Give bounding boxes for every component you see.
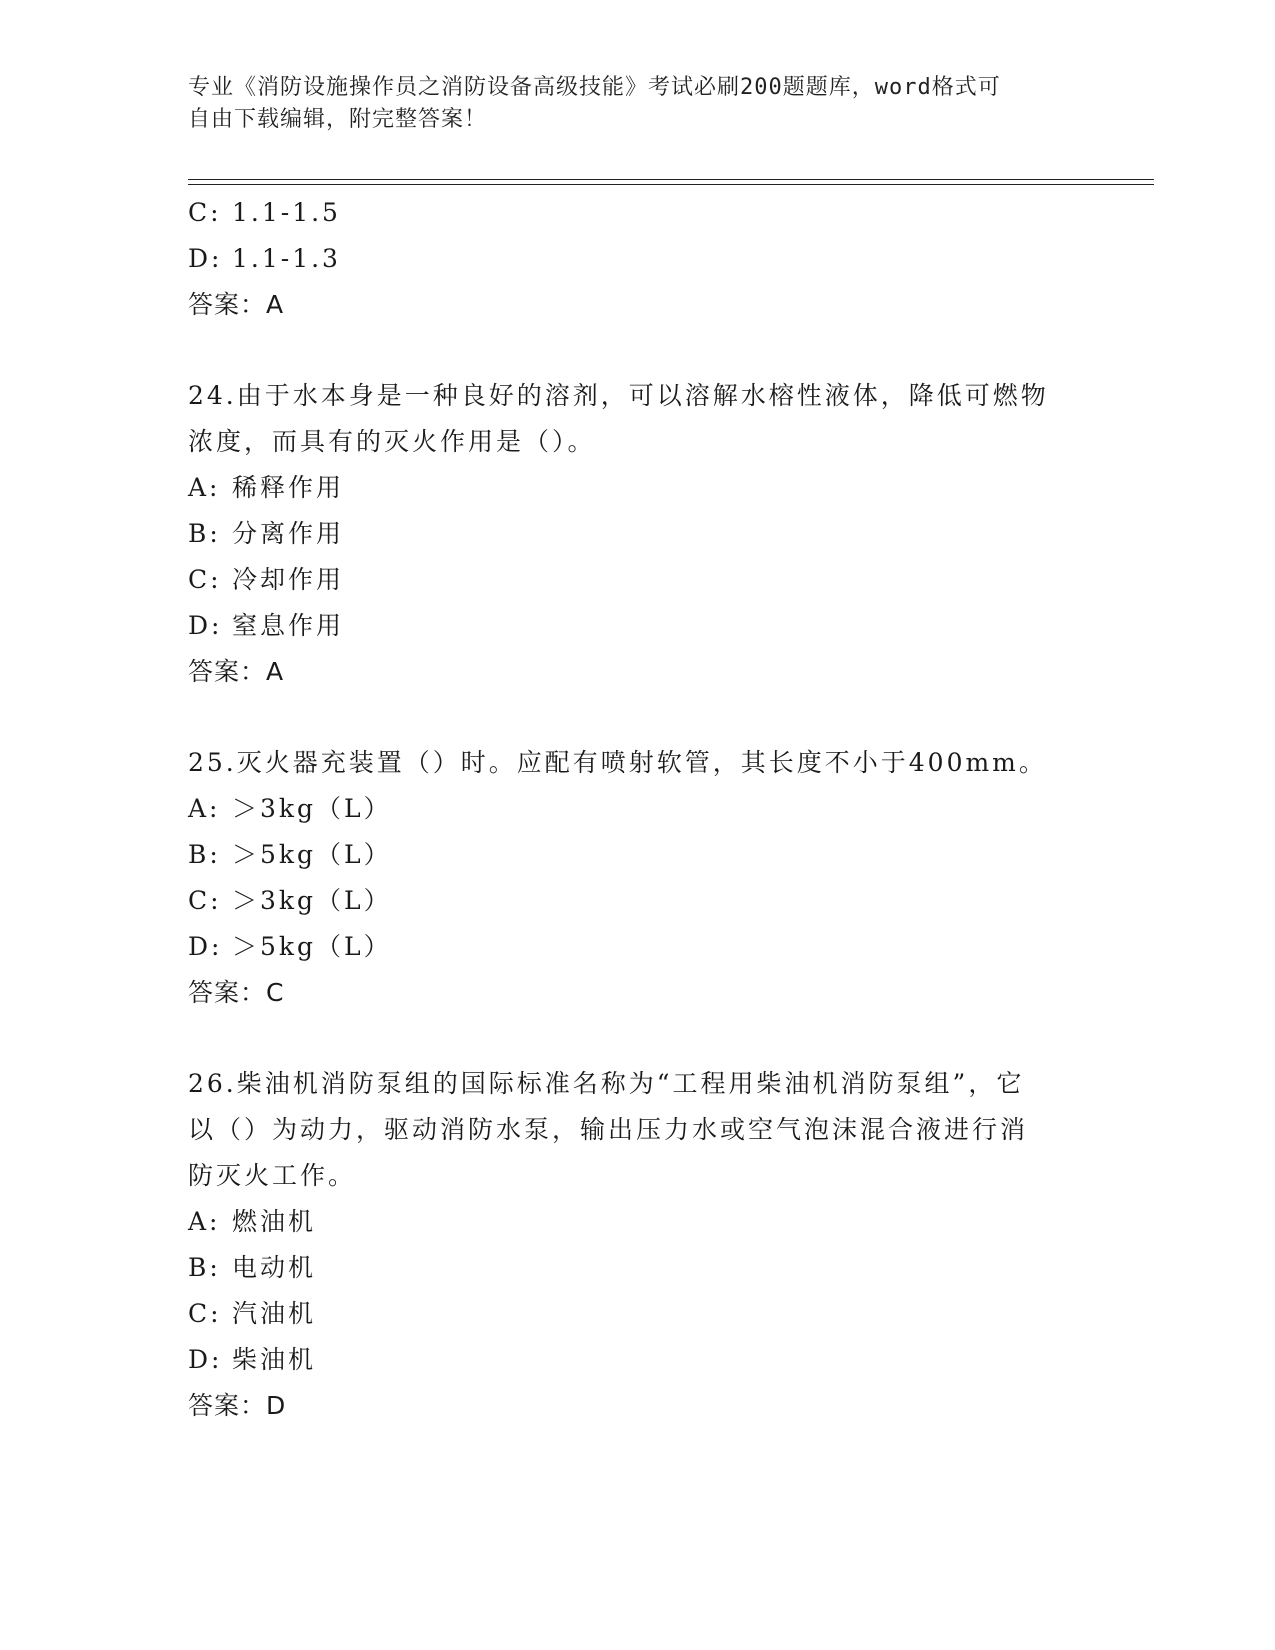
question-stem-line: 24.由于水本身是一种良好的溶剂，可以溶解水榕性液体，降低可燃物 — [188, 381, 1049, 410]
option-text: ＞3kg（L） — [232, 794, 392, 823]
question-26 — [188, 1061, 1088, 1429]
option-text: 分离作用 — [232, 519, 345, 548]
question-stem-line: 防灭火工作。 — [188, 1161, 357, 1190]
option-row — [188, 1291, 1088, 1337]
option-label: A: — [188, 1207, 221, 1236]
continued-question — [188, 190, 1088, 328]
option-row — [188, 557, 1088, 603]
question-stem-line: 以（）为动力，驱动消防水泵，输出压力水或空气泡沫混合液进行消 — [188, 1115, 1029, 1144]
option-label: B: — [188, 519, 221, 548]
option-label: D: — [188, 932, 223, 961]
option-text: 冷却作用 — [232, 565, 345, 594]
option-row — [188, 511, 1088, 557]
option-text: 稀释作用 — [232, 473, 345, 502]
option-row — [188, 465, 1088, 511]
question-25 — [188, 740, 1088, 1016]
header-line-2: 自由下载编辑，附完整答案！ — [188, 107, 488, 132]
spacer — [188, 695, 1088, 740]
option-text: 燃油机 — [232, 1207, 317, 1236]
option-row — [188, 1245, 1088, 1291]
option-text: 窒息作用 — [232, 611, 345, 640]
question-stem-line: 26.柴油机消防泵组的国际标准名称为“工程用柴油机消防泵组”，它 — [188, 1069, 1025, 1098]
document-body — [188, 190, 1088, 1429]
option-label: D: — [188, 1345, 223, 1374]
question-24 — [188, 373, 1088, 695]
option-label: D: — [188, 244, 223, 273]
answer-line: 答案：A — [188, 657, 285, 686]
option-text: 柴油机 — [232, 1345, 317, 1374]
option-label: C: — [188, 198, 222, 227]
header-line-1: 专业《消防设施操作员之消防设备高级技能》考试必刷200题题库，word格式可 — [188, 75, 1001, 100]
option-label: D: — [188, 611, 223, 640]
option-label: A: — [188, 794, 221, 823]
spacer — [188, 328, 1088, 373]
option-text: ＞5kg（L） — [232, 932, 392, 961]
spacer — [188, 1016, 1088, 1061]
option-row — [188, 603, 1088, 649]
option-label: C: — [188, 886, 222, 915]
option-row — [188, 1337, 1088, 1383]
question-stem-line: 25.灭火器充装置（）时。应配有喷射软管，其长度不小于400mm。 — [188, 748, 1047, 777]
option-row — [188, 1199, 1088, 1245]
option-label: A: — [188, 473, 221, 502]
header-divider-top — [188, 179, 1154, 180]
option-row — [188, 236, 1088, 282]
option-row — [188, 190, 1088, 236]
option-text: 电动机 — [232, 1253, 317, 1282]
option-row — [188, 786, 1088, 832]
answer-line: 答案：A — [188, 290, 285, 319]
option-row — [188, 924, 1088, 970]
option-text: 1.1-1.5 — [232, 198, 341, 227]
option-label: C: — [188, 565, 222, 594]
option-row — [188, 878, 1088, 924]
answer-line: 答案：D — [188, 1391, 287, 1420]
option-label: B: — [188, 1253, 221, 1282]
option-text: ＞5kg（L） — [232, 840, 392, 869]
option-text: 汽油机 — [232, 1299, 317, 1328]
question-stem-line: 浓度，而具有的灭火作用是（）。 — [188, 427, 596, 456]
answer-line: 答案：C — [188, 978, 285, 1007]
option-text: ＞3kg（L） — [232, 886, 392, 915]
header-divider-bottom — [188, 184, 1154, 185]
page-header — [188, 72, 1088, 136]
option-label: B: — [188, 840, 221, 869]
option-row — [188, 832, 1088, 878]
option-text: 1.1-1.3 — [232, 244, 341, 273]
option-label: C: — [188, 1299, 222, 1328]
